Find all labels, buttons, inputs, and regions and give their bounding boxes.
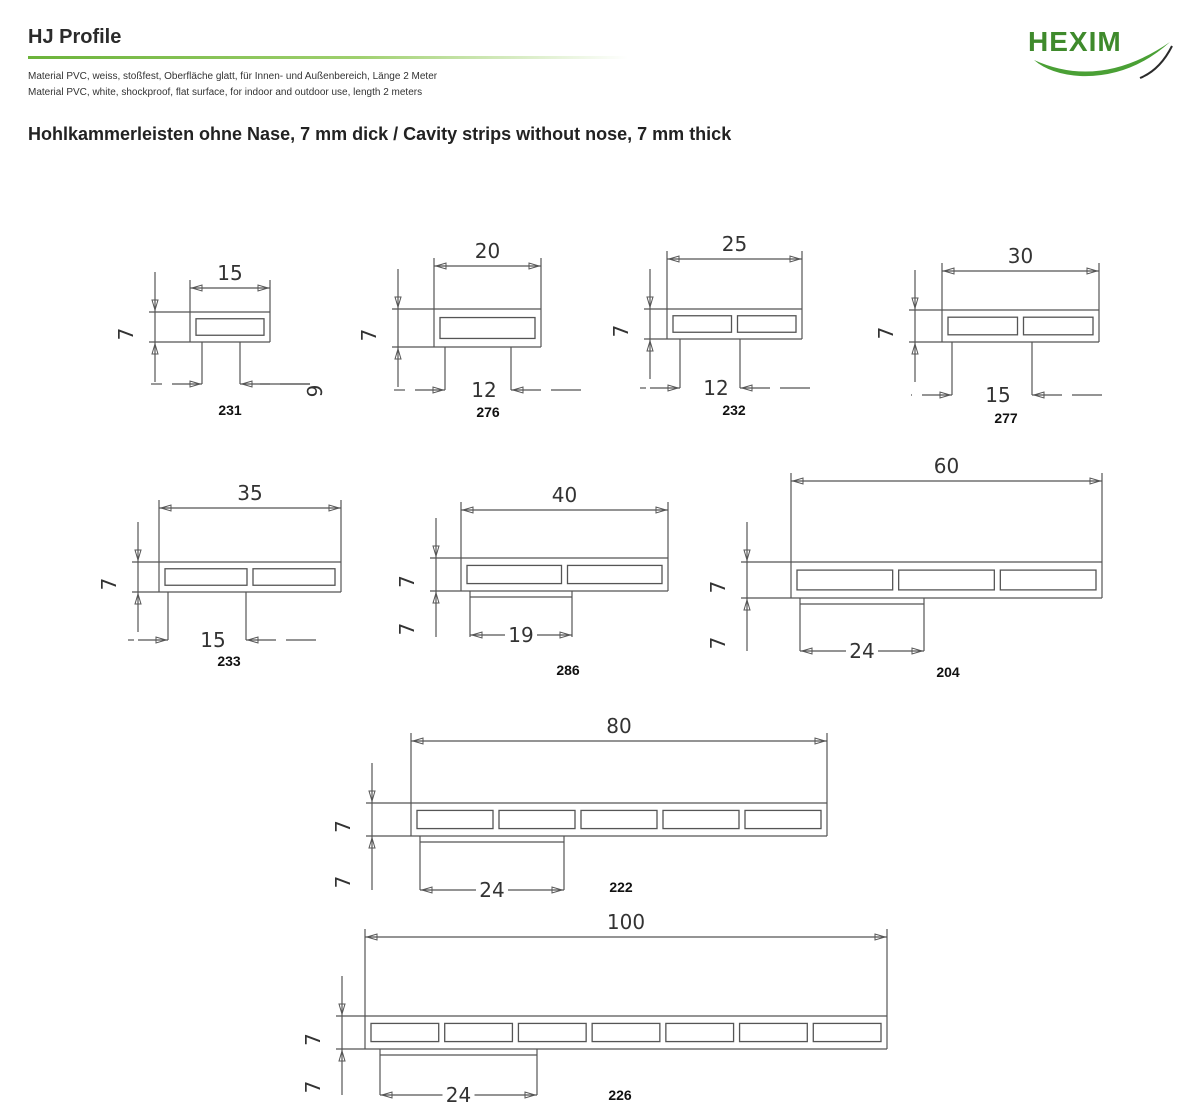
cavity-chamber: [499, 810, 575, 828]
cavity-chamber: [592, 1023, 660, 1041]
cavity-chamber: [417, 810, 493, 828]
section-subtitle: Hohlkammerleisten ohne Nase, 7 mm dick / Cavity strips without nose, 7 mm thick: [28, 124, 732, 144]
profile-231: [114, 261, 327, 418]
cavity-chamber: [581, 810, 657, 828]
profile-code: 222: [609, 879, 633, 895]
cavity-chamber: [745, 810, 821, 828]
profile-233: [97, 481, 341, 669]
profile-276: [357, 239, 581, 420]
foot-height-label: 7: [706, 636, 730, 650]
profile-code: 204: [936, 664, 960, 680]
cavity-chamber: [1000, 570, 1096, 590]
material-description-de: Material PVC, weiss, stoßfest, Oberfläche glatt, für Innen- und Außenbereich, Länge 2 Meter: [28, 71, 438, 82]
thickness-label: 7: [331, 820, 355, 833]
thickness-label: 7: [609, 324, 633, 338]
width-label: 100: [606, 910, 646, 934]
thickness-label: 7: [395, 575, 419, 588]
cavity-chamber: [738, 316, 797, 333]
cavity-chamber: [371, 1023, 439, 1041]
cavity-chamber: [445, 1023, 513, 1041]
profile-code: 277: [994, 410, 1018, 426]
foot-height-label: 7: [395, 622, 419, 636]
cavity-chamber: [740, 1023, 808, 1041]
thickness-label: 7: [706, 580, 730, 594]
cavity-chamber: [797, 570, 893, 590]
material-description-en: Material PVC, white, shockproof, flat surface, for indoor and outdoor use, length 2 meters: [28, 87, 423, 98]
cavity-chamber: [196, 319, 264, 336]
side-note-label: 9: [303, 384, 327, 398]
profile-code: 276: [476, 404, 500, 420]
logo-text: HEXIM: [1028, 26, 1122, 57]
page-title: HJ Profile: [28, 26, 122, 48]
cavity-chamber: [568, 565, 663, 583]
foot-width-label: 24: [445, 1083, 472, 1107]
foot-height-label: 7: [331, 875, 355, 889]
profile-code: 231: [218, 402, 242, 418]
profile-code: 226: [608, 1087, 632, 1103]
width-label: 40: [551, 483, 578, 507]
cavity-chamber: [666, 1023, 734, 1041]
foot-width-label: 19: [508, 623, 534, 647]
cavity-chamber: [1024, 317, 1094, 335]
cavity-chamber: [673, 316, 732, 333]
foot-height-label: 7: [301, 1080, 325, 1094]
profile-204: [706, 454, 1102, 680]
profile-232: [609, 232, 810, 418]
foot-width-label: 15: [200, 628, 226, 652]
foot-width-label: 24: [479, 878, 505, 902]
width-label: 20: [474, 239, 501, 263]
cavity-chamber: [948, 317, 1018, 335]
width-label: 15: [217, 261, 243, 285]
profile-222: [331, 714, 827, 902]
cavity-chamber: [899, 570, 995, 590]
foot-width-label: 15: [985, 383, 1011, 407]
thickness-label: 7: [357, 328, 381, 342]
foot-width-label: 12: [703, 376, 729, 400]
width-label: 35: [237, 481, 263, 505]
width-label: 30: [1007, 244, 1034, 268]
profile-286: [395, 483, 668, 678]
foot-width-label: 12: [471, 378, 497, 402]
cavity-chamber: [253, 569, 335, 586]
thickness-label: 7: [874, 326, 898, 340]
profile-code: 286: [556, 662, 580, 678]
cavity-chamber: [440, 318, 535, 339]
width-label: 80: [606, 714, 632, 738]
width-label: 25: [721, 232, 748, 256]
cavity-chamber: [663, 810, 739, 828]
thickness-label: 7: [114, 327, 138, 341]
foot-width-label: 24: [849, 639, 875, 663]
width-label: 60: [933, 454, 960, 478]
cavity-chamber: [813, 1023, 881, 1041]
cavity-chamber: [467, 565, 562, 583]
cavity-chamber: [518, 1023, 586, 1041]
profile-277: [874, 244, 1102, 426]
thickness-label: 7: [301, 1033, 325, 1046]
profile-code: 233: [217, 653, 241, 669]
thickness-label: 7: [97, 577, 121, 591]
profile-226: [301, 910, 887, 1107]
cavity-chamber: [165, 569, 247, 586]
profile-code: 232: [722, 402, 746, 418]
